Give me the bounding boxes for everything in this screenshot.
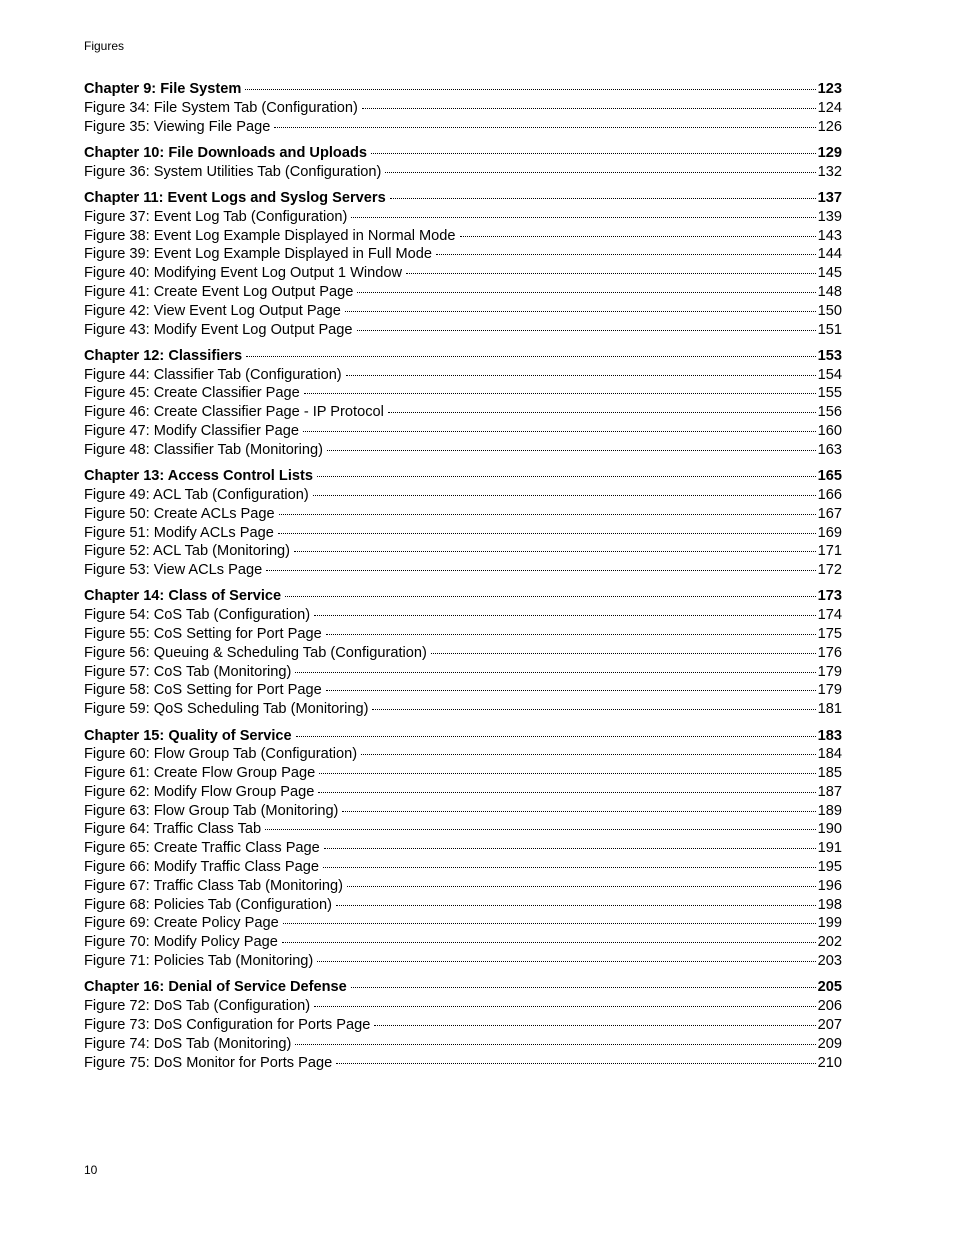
- figure-title: Figure 43: Modify Event Log Output Page: [84, 321, 353, 338]
- figure-page-number: 143: [817, 227, 842, 244]
- figure-page-number: 209: [817, 1035, 842, 1052]
- dot-leader: [357, 292, 815, 293]
- figure-title: Figure 62: Modify Flow Group Page: [84, 783, 315, 800]
- toc-figure-entry[interactable]: [84, 422, 842, 441]
- figure-page-number: 174: [817, 607, 842, 624]
- figure-title: Figure 41: Create Event Log Output Page: [84, 283, 354, 300]
- toc-chapter-group: [84, 978, 842, 1072]
- figure-title: Figure 64: Traffic Class Tab: [84, 821, 262, 838]
- dot-leader: [304, 393, 816, 394]
- toc-figure-entry[interactable]: [84, 321, 842, 340]
- toc-figure-entry[interactable]: [84, 302, 842, 321]
- dot-leader: [323, 867, 816, 868]
- dot-leader: [326, 690, 816, 691]
- toc-chapter-group: [84, 467, 842, 580]
- dot-leader: [336, 905, 816, 906]
- dot-leader: [318, 792, 815, 793]
- dot-leader: [324, 848, 816, 849]
- dot-leader: [303, 431, 816, 432]
- figure-page-number: 187: [817, 783, 842, 800]
- dot-leader: [319, 773, 815, 774]
- figure-page-number: 148: [817, 283, 842, 300]
- toc-figure-entry[interactable]: [84, 663, 842, 682]
- figure-page-number: 203: [817, 953, 842, 970]
- figure-page-number: 206: [817, 998, 842, 1015]
- toc-figure-entry[interactable]: [84, 245, 842, 264]
- chapter-title: Chapter 12: Classifiers: [84, 347, 243, 364]
- figure-page-number: 175: [817, 626, 842, 643]
- figure-page-number: 181: [817, 701, 842, 718]
- figure-title: Figure 66: Modify Traffic Class Page: [84, 859, 319, 876]
- figure-page-number: 198: [817, 896, 842, 913]
- toc-figure-entry[interactable]: [84, 802, 842, 821]
- toc-figure-entry[interactable]: [84, 933, 842, 952]
- figure-page-number: 163: [817, 441, 842, 458]
- chapter-page-number: 137: [817, 189, 842, 206]
- dot-leader: [361, 754, 816, 755]
- dot-leader: [345, 311, 816, 312]
- dot-leader: [388, 412, 816, 413]
- figure-title: Figure 73: DoS Configuration for Ports Page: [84, 1016, 371, 1033]
- toc-figure-entry[interactable]: [84, 505, 842, 524]
- chapter-page-number: 173: [817, 588, 842, 605]
- figure-page-number: 185: [817, 765, 842, 782]
- figure-page-number: 155: [817, 385, 842, 402]
- figure-title: Figure 74: DoS Tab (Monitoring): [84, 1035, 292, 1052]
- figure-page-number: 210: [817, 1054, 842, 1071]
- figure-page-number: 202: [817, 934, 842, 951]
- toc-figure-entry[interactable]: [84, 625, 842, 644]
- figure-page-number: 151: [817, 321, 842, 338]
- dot-leader: [342, 811, 815, 812]
- chapter-title: Chapter 15: Quality of Service: [84, 727, 292, 744]
- toc-figure-entry[interactable]: [84, 1016, 842, 1035]
- toc-figure-entry[interactable]: [84, 283, 842, 302]
- dot-leader: [282, 942, 816, 943]
- dot-leader: [245, 89, 815, 90]
- figure-title: Figure 44: Classifier Tab (Configuration): [84, 366, 342, 383]
- toc-figure-entry[interactable]: [84, 99, 842, 118]
- chapter-page-number: 205: [817, 979, 842, 996]
- dot-leader: [295, 1044, 815, 1045]
- toc-chapter-entry[interactable]: [84, 189, 842, 208]
- dot-leader: [406, 273, 816, 274]
- toc-figure-entry[interactable]: [84, 118, 842, 137]
- dot-leader: [314, 615, 816, 616]
- toc-figure-entry[interactable]: [84, 227, 842, 246]
- figure-page-number: 190: [817, 821, 842, 838]
- toc-chapter-entry[interactable]: [84, 978, 842, 997]
- figure-title: Figure 40: Modifying Event Log Output 1 Window: [84, 265, 402, 282]
- chapter-page-number: 153: [817, 347, 842, 364]
- figure-title: Figure 53: View ACLs Page: [84, 562, 263, 579]
- figure-page-number: 126: [817, 118, 842, 135]
- figure-title: Figure 37: Event Log Tab (Configuration): [84, 208, 348, 225]
- toc-chapter-entry[interactable]: [84, 587, 842, 606]
- toc-figure-entry[interactable]: [84, 820, 842, 839]
- toc-figure-entry[interactable]: [84, 561, 842, 580]
- toc-chapter-entry[interactable]: [84, 80, 842, 99]
- dot-leader: [431, 653, 816, 654]
- chapter-title: Chapter 14: Class of Service: [84, 588, 282, 605]
- figure-title: Figure 61: Create Flow Group Page: [84, 765, 316, 782]
- figure-title: Figure 67: Traffic Class Tab (Monitoring): [84, 877, 344, 894]
- figure-page-number: 160: [817, 423, 842, 440]
- toc-chapter-entry[interactable]: [84, 144, 842, 163]
- figure-page-number: 184: [817, 746, 842, 763]
- toc-chapter-group: [84, 189, 842, 339]
- figure-page-number: 195: [817, 859, 842, 876]
- chapter-title: Chapter 13: Access Control Lists: [84, 468, 313, 485]
- toc-figure-entry[interactable]: [84, 914, 842, 933]
- chapter-title: Chapter 10: File Downloads and Uploads: [84, 144, 367, 161]
- toc-figure-entry[interactable]: [84, 441, 842, 460]
- figure-title: Figure 51: Modify ACLs Page: [84, 524, 274, 541]
- dot-leader: [265, 829, 816, 830]
- dot-leader: [351, 217, 815, 218]
- dot-leader: [317, 961, 815, 962]
- chapter-page-number: 129: [817, 144, 842, 161]
- dot-leader: [294, 551, 816, 552]
- figure-page-number: 144: [817, 246, 842, 263]
- figure-page-number: 171: [817, 543, 842, 560]
- figure-title: Figure 38: Event Log Example Displayed in Normal Mode: [84, 227, 456, 244]
- dot-leader: [357, 330, 816, 331]
- dot-leader: [314, 1006, 816, 1007]
- figure-page-number: 179: [817, 682, 842, 699]
- toc-figure-entry[interactable]: [84, 877, 842, 896]
- toc-figure-entry[interactable]: [84, 681, 842, 700]
- toc-chapter-entry[interactable]: [84, 347, 842, 366]
- toc-figure-entry[interactable]: [84, 384, 842, 403]
- dot-leader: [347, 886, 816, 887]
- figure-title: Figure 39: Event Log Example Displayed in Full Mode: [84, 246, 432, 263]
- figure-page-number: 154: [817, 366, 842, 383]
- dot-leader: [279, 514, 816, 515]
- toc-chapter-group: [84, 80, 842, 136]
- running-header: Figures: [84, 39, 125, 53]
- figure-page-number: 199: [817, 915, 842, 932]
- toc-figure-entry[interactable]: [84, 264, 842, 283]
- figure-title: Figure 45: Create Classifier Page: [84, 385, 300, 402]
- figure-page-number: 145: [817, 265, 842, 282]
- dot-leader: [371, 153, 816, 154]
- dot-leader: [296, 736, 816, 737]
- figure-page-number: 132: [817, 163, 842, 180]
- toc-figure-entry[interactable]: [84, 403, 842, 422]
- toc-figure-entry[interactable]: [84, 606, 842, 625]
- dot-leader: [351, 987, 816, 988]
- figure-page-number: 207: [817, 1016, 842, 1033]
- figure-title: Figure 49: ACL Tab (Configuration): [84, 486, 309, 503]
- figure-title: Figure 63: Flow Group Tab (Monitoring): [84, 802, 339, 819]
- figure-title: Figure 59: QoS Scheduling Tab (Monitoring): [84, 701, 369, 718]
- toc-figure-entry[interactable]: [84, 644, 842, 663]
- figure-title: Figure 47: Modify Classifier Page: [84, 423, 299, 440]
- toc-figure-entry[interactable]: [84, 858, 842, 877]
- figure-title: Figure 52: ACL Tab (Monitoring): [84, 543, 291, 560]
- figure-page-number: 172: [817, 562, 842, 579]
- figure-title: Figure 60: Flow Group Tab (Configuration): [84, 746, 358, 763]
- figure-title: Figure 42: View Event Log Output Page: [84, 302, 341, 319]
- table-of-figures: [84, 80, 842, 1080]
- figure-page-number: 167: [817, 505, 842, 522]
- toc-chapter-group: [84, 587, 842, 719]
- toc-chapter-group: [84, 727, 842, 971]
- dot-leader: [313, 495, 816, 496]
- figure-title: Figure 69: Create Policy Page: [84, 915, 279, 932]
- figure-title: Figure 36: System Utilities Tab (Configuration): [84, 163, 382, 180]
- toc-chapter-entry[interactable]: [84, 467, 842, 486]
- toc-figure-entry[interactable]: [84, 700, 842, 719]
- chapter-title: Chapter 11: Event Logs and Syslog Servers: [84, 189, 386, 206]
- toc-figure-entry[interactable]: [84, 542, 842, 561]
- figure-page-number: 189: [817, 802, 842, 819]
- figure-page-number: 166: [817, 486, 842, 503]
- figure-title: Figure 72: DoS Tab (Configuration): [84, 998, 311, 1015]
- dot-leader: [346, 375, 816, 376]
- figure-title: Figure 35: Viewing File Page: [84, 118, 271, 135]
- toc-figure-entry[interactable]: [84, 952, 842, 971]
- figure-title: Figure 50: Create ACLs Page: [84, 505, 275, 522]
- figure-title: Figure 57: CoS Tab (Monitoring): [84, 663, 292, 680]
- dot-leader: [295, 672, 815, 673]
- chapter-title: Chapter 9: File System: [84, 81, 242, 97]
- toc-figure-entry[interactable]: [84, 745, 842, 764]
- figure-title: Figure 54: CoS Tab (Configuration): [84, 607, 311, 624]
- dot-leader: [266, 570, 815, 571]
- dot-leader: [436, 254, 816, 255]
- figure-title: Figure 65: Create Traffic Class Page: [84, 840, 320, 857]
- toc-figure-entry[interactable]: [84, 839, 842, 858]
- page-number: 10: [84, 1163, 98, 1177]
- figure-page-number: 196: [817, 877, 842, 894]
- toc-figure-entry[interactable]: [84, 896, 842, 915]
- figure-title: Figure 71: Policies Tab (Monitoring): [84, 953, 314, 970]
- figure-page-number: 124: [817, 99, 842, 116]
- figure-page-number: 156: [817, 404, 842, 421]
- figure-title: Figure 68: Policies Tab (Configuration): [84, 896, 332, 913]
- dot-leader: [460, 236, 816, 237]
- dot-leader: [278, 533, 816, 534]
- toc-figure-entry[interactable]: [84, 1035, 842, 1054]
- figure-title: Figure 70: Modify Policy Page: [84, 934, 278, 951]
- toc-figure-entry[interactable]: [84, 783, 842, 802]
- dot-leader: [317, 476, 816, 477]
- figure-title: Figure 34: File System Tab (Configuration): [84, 99, 358, 116]
- chapter-title: Chapter 16: Denial of Service Defense: [84, 979, 347, 996]
- figure-title: Figure 48: Classifier Tab (Monitoring): [84, 441, 324, 458]
- toc-chapter-group: [84, 347, 842, 460]
- dot-leader: [374, 1025, 815, 1026]
- dot-leader: [327, 450, 816, 451]
- toc-figure-entry[interactable]: [84, 208, 842, 227]
- toc-figure-entry[interactable]: [84, 486, 842, 505]
- dot-leader: [285, 596, 816, 597]
- figure-title: Figure 55: CoS Setting for Port Page: [84, 626, 322, 643]
- chapter-page-number: 183: [817, 727, 842, 744]
- figure-title: Figure 58: CoS Setting for Port Page: [84, 682, 322, 699]
- dot-leader: [336, 1063, 815, 1064]
- toc-figure-entry[interactable]: [84, 163, 842, 182]
- figure-page-number: 169: [817, 524, 842, 541]
- toc-chapter-entry[interactable]: [84, 727, 842, 746]
- toc-chapter-group: [84, 144, 842, 182]
- figure-page-number: 191: [817, 840, 842, 857]
- dot-leader: [385, 172, 815, 173]
- dot-leader: [274, 127, 815, 128]
- figure-title: Figure 75: DoS Monitor for Ports Page: [84, 1054, 333, 1071]
- toc-figure-entry[interactable]: [84, 366, 842, 385]
- figure-page-number: 139: [817, 208, 842, 225]
- figure-title: Figure 46: Create Classifier Page - IP Protocol: [84, 404, 384, 421]
- dot-leader: [246, 356, 815, 357]
- toc-figure-entry[interactable]: [84, 764, 842, 783]
- figure-page-number: 176: [817, 644, 842, 661]
- figure-title: Figure 56: Queuing & Scheduling Tab (Configuration): [84, 644, 427, 661]
- chapter-page-number: 165: [817, 468, 842, 485]
- dot-leader: [283, 923, 816, 924]
- dot-leader: [326, 634, 816, 635]
- toc-figure-entry[interactable]: [84, 997, 842, 1016]
- toc-figure-entry[interactable]: [84, 524, 842, 543]
- dot-leader: [390, 198, 816, 199]
- chapter-page-number: 123: [817, 81, 842, 97]
- dot-leader: [362, 108, 816, 109]
- dot-leader: [372, 709, 815, 710]
- figure-page-number: 150: [817, 302, 842, 319]
- figure-page-number: 179: [817, 663, 842, 680]
- toc-figure-entry[interactable]: [84, 1054, 842, 1073]
